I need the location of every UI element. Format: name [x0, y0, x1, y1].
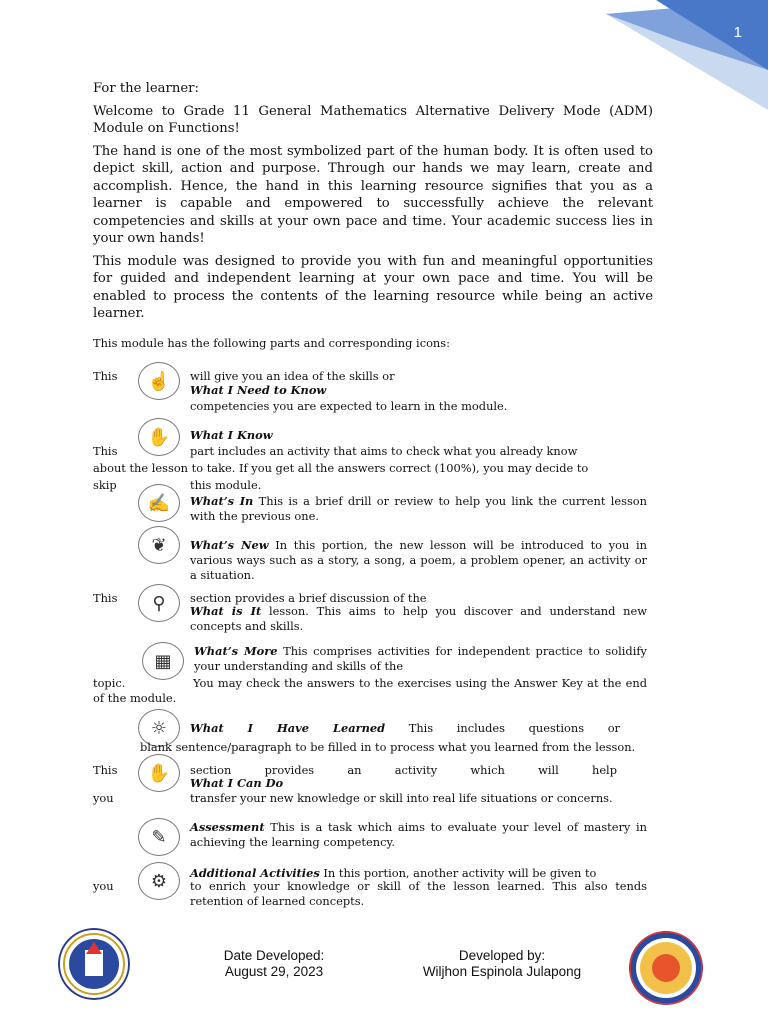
intro-heading: For the learner: — [93, 81, 199, 96]
date-label: Date Developed: — [223, 948, 325, 963]
hand-plant-icon: ❦ — [138, 526, 180, 564]
item-text: lesson. This aims to help you discover and understand new concepts and skills. — [190, 604, 648, 633]
hand-link-icon: ✍ — [138, 484, 180, 522]
item-text: This is a brief drill or review to help you link the current lesson with the previous one. — [190, 494, 647, 523]
item-whats-in — [190, 494, 647, 524]
item-assessment — [190, 820, 647, 850]
item-title: What’s New — [190, 538, 269, 552]
item-text: This is a task which aims to evaluate your level of mastery in achieving the learning competency. — [190, 820, 648, 849]
page-number: 1 — [733, 24, 742, 41]
item-pre: This — [93, 369, 118, 383]
developed-by — [398, 948, 606, 980]
item-text: section provides a brief discussion of the — [190, 591, 427, 605]
item-title: What I Know — [190, 428, 273, 442]
item-text: In this portion, another activity will be given to — [323, 866, 597, 880]
item-pre: This — [93, 591, 118, 605]
item-text: part includes an activity that aims to check what you already know — [190, 444, 578, 458]
lightbulb-icon: ☼ — [138, 709, 180, 747]
item-whats-more — [194, 644, 647, 674]
item-text: This includes questions or — [408, 721, 620, 735]
item-pre: This — [93, 444, 118, 458]
item-what-i-have-learned — [190, 721, 620, 736]
school-seal-icon — [628, 930, 704, 1006]
item-pre: you — [93, 791, 114, 805]
hand-paragraph: The hand is one of the most symbolized part of the human body. It is often used to depict skill, action and purpose. Through our hands we may learn, create and accomplish. Hence, the hand in this learning resource signifies that you as a learner is capable and empowered to successfully achieve the relevant competencies and skills at your own pace and time. Your academic success lies in your own hands! — [93, 143, 653, 246]
item-what-is-it — [190, 604, 647, 634]
item-title: What I Need to Know — [190, 383, 327, 397]
hand-pen-icon: ✎ — [138, 818, 180, 856]
hand-pointing-icon: ☝ — [138, 362, 180, 400]
item-whats-new — [190, 538, 647, 583]
parts-line: This module has the following parts and corresponding icons: — [93, 336, 450, 350]
item-text: competencies you are expected to learn in the module. — [190, 399, 508, 413]
magnifier-icon: ⚲ — [138, 584, 180, 622]
date-developed — [200, 948, 348, 980]
developer-label: Developed by: — [458, 948, 546, 963]
hand-gear-icon: ✋ — [138, 754, 180, 792]
module-paragraph: This module was designed to provide you with fun and meaningful opportunities for guided and independent learning at your own pace and time. You will be enabled to process the contents of the learning resource while being an active learner. — [93, 253, 653, 321]
item-text: This comprises activities for independent practice to solidify your understanding and skills of the — [194, 644, 647, 673]
hand-raised-icon: ✋ — [138, 418, 180, 456]
date-value: August 29, 2023 — [224, 964, 324, 979]
intro-section — [93, 80, 653, 328]
welcome-paragraph: Welcome to Grade 11 General Mathematics Alternative Delivery Mode (ADM) Module on Functions! — [93, 103, 653, 136]
developer-name: Wiljhon Espinola Julapong — [422, 964, 582, 979]
item-text: about the lesson to take. If you get all the answers correct (100%), you may decide to — [93, 461, 589, 475]
item-pre: topic. — [93, 676, 126, 690]
item-pre: skip — [93, 478, 117, 492]
item-title: What’s More — [194, 644, 278, 658]
item-text: this module. — [190, 478, 262, 492]
item-title: Additional Activities — [190, 866, 320, 880]
item-title: What I Have Learned — [190, 721, 386, 735]
item-title: What’s In — [190, 494, 254, 508]
item-pre: This — [93, 763, 118, 777]
item-text: will give you an idea of the skills or — [190, 369, 395, 383]
item-text: In this portion, the new lesson will be introduced to you in various ways such as a story, a song, a poem, a problem opener, an activity or a situation. — [190, 538, 648, 582]
item-title: What is It — [190, 604, 262, 618]
item-pre: you — [93, 879, 114, 893]
item-text: section provides an activity which will help — [190, 763, 617, 777]
item-text: You may check the answers to the exercises using the Answer Key at the end of the module. — [93, 676, 647, 705]
item-title: Assessment — [190, 820, 265, 834]
deped-seal-icon — [58, 928, 130, 1000]
item-text: transfer your new knowledge or skill into real life situations or concerns. — [190, 791, 613, 805]
item-text: blank sentence/paragraph to be filled in to process what you learned from the lesson. — [140, 740, 636, 754]
hand-gears-icon: ⚙ — [138, 862, 180, 900]
item-text: to enrich your knowledge or skill of the lesson learned. This also tends retention of learned concepts. — [190, 879, 647, 908]
hand-building-icon: ▦ — [142, 642, 184, 680]
item-title: What I Can Do — [190, 776, 284, 790]
